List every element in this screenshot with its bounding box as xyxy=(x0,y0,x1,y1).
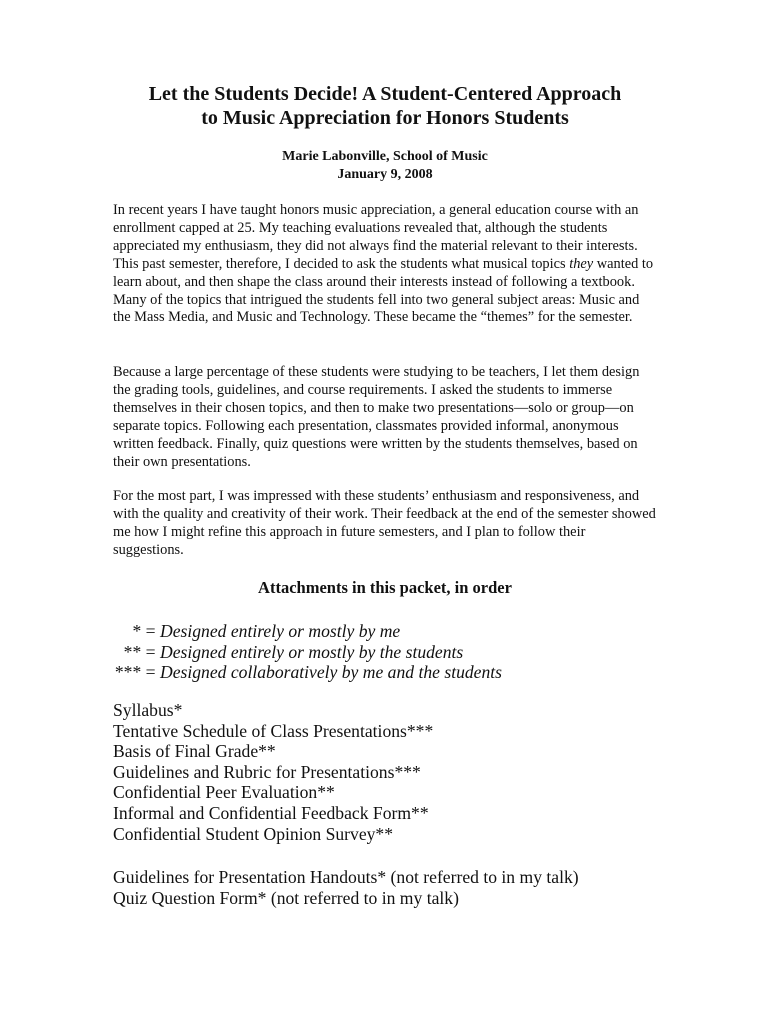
paragraph-intro-text-2: wanted to learn about, and then shape the class around their interests instead of following a textbook. Many of the topics that intrigued the students fell into two general subject areas: Music and the Mass Media, and Music and Technology. These became the “themes” for the semester. xyxy=(113,255,654,326)
list-item: Quiz Question Form* (not referred to in my talk) xyxy=(113,887,459,908)
author-name: Marie Labonville, School of Music xyxy=(282,149,488,164)
attachments-heading: Attachments in this packet, in order xyxy=(258,578,512,597)
legend-row xyxy=(113,621,502,642)
list-item: Syllabus* xyxy=(113,700,183,720)
list-item: Basis of Final Grade** xyxy=(113,741,276,762)
legend-marker: * = xyxy=(132,621,160,641)
list-item: Informal and Confidential Feedback Form** xyxy=(113,802,429,823)
paragraph-intro-emphasis: they xyxy=(569,255,594,272)
list-item: Confidential Student Opinion Survey** xyxy=(113,823,394,844)
legend-row xyxy=(113,642,502,663)
legend-text: Designed entirely or mostly by the students xyxy=(160,641,464,662)
paragraph-conclusion: For the most part, I was impressed with these students’ enthusiasm and responsiveness, and with the quality and creativity of their work. Their feedback at the end of the semester showed me how I might refine this approach in future semesters, and I plan to follow their suggestions. xyxy=(113,488,656,558)
legend-marker: ** = xyxy=(123,641,160,662)
paragraph-intro-text-1: In recent years I have taught honors music appreciation, a general education course with an enrollment capped at 25. My teaching evaluations revealed that, although the students appreciated my enthusiasm, they did not always find the material relevant to their interests. This past semester, therefore, I decided to ask the students what musical topics xyxy=(113,202,639,272)
document-date: January 9, 2008 xyxy=(337,167,433,182)
document-title xyxy=(0,82,770,130)
legend-row xyxy=(113,662,502,683)
list-item: Tentative Schedule of Class Presentations*** xyxy=(113,720,434,741)
list-item: Guidelines and Rubric for Presentations*** xyxy=(113,761,421,782)
attachments-legend xyxy=(113,621,502,683)
extra-attachments-list xyxy=(113,867,579,908)
legend-text: Designed entirely or mostly by me xyxy=(160,621,401,641)
list-item: Confidential Peer Evaluation** xyxy=(113,782,335,803)
author-block xyxy=(0,148,770,184)
attachments-list xyxy=(113,700,433,844)
list-item: Guidelines for Presentation Handouts* (not referred to in my talk) xyxy=(113,867,579,887)
title-line-2: to Music Appreciation for Honors Students xyxy=(201,107,569,129)
paragraph-grading: Because a large percentage of these students were studying to be teachers, I let them design the grading tools, guidelines, and course requirements. I asked the students to immerse themselves in their chosen topics, and then to make two presentations—solo or group—on separate topics. Following each presentation, classmates provided informal, anonymous written feedback. Finally, quiz questions were written by the students themselves, based on their own presentations. xyxy=(113,364,640,470)
paragraph-intro xyxy=(113,202,658,327)
legend-marker: *** = xyxy=(114,662,160,683)
title-line-1: Let the Students Decide! A Student-Centered Approach xyxy=(148,83,622,105)
legend-text: Designed collaboratively by me and the students xyxy=(160,662,503,683)
